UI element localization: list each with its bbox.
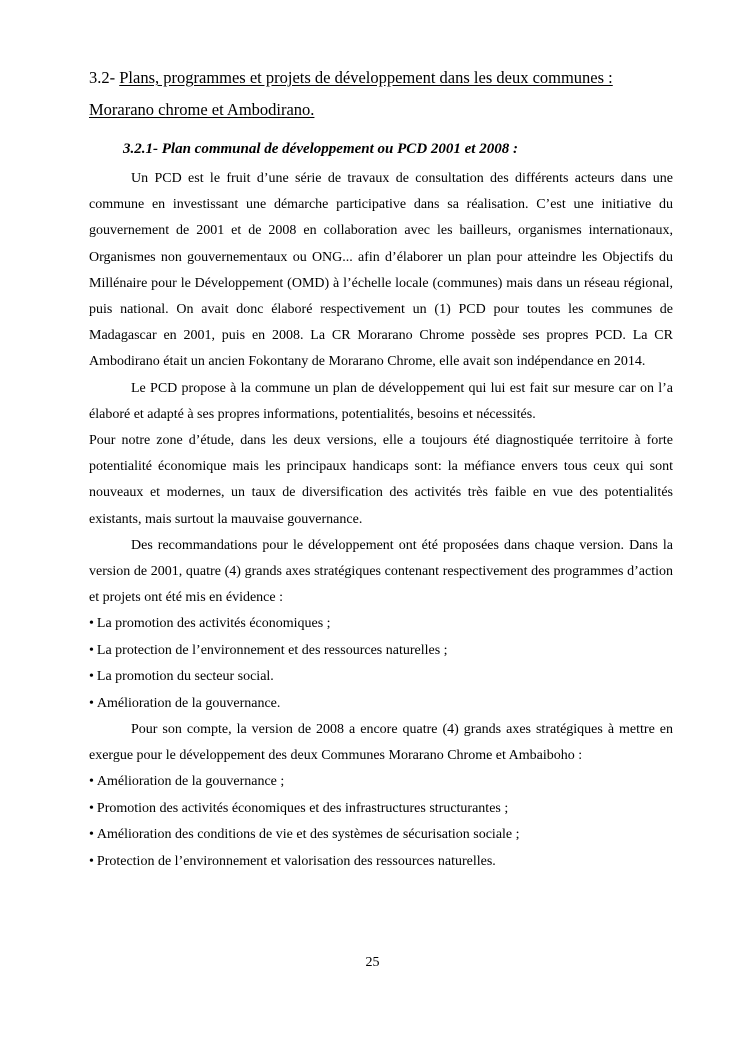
subsection-heading: 3.2.1- Plan communal de développement ou PCD 2001 et 2008 : (123, 141, 518, 157)
list-item: • La promotion du secteur social. (89, 669, 274, 685)
list-item: • Amélioration de la gouvernance. (89, 695, 281, 711)
bullet-icon: • (89, 616, 94, 632)
bullet-icon: • (89, 695, 94, 711)
section-number: 3.2- (89, 68, 116, 87)
paragraph-4: Des recommandations pour le développement ont été proposées dans chaque version. Dans la version de 2001, quatre (4) grands axes stratégiques contenant respectivement des programmes d’action et projets ont été mis en évidence : (89, 537, 673, 606)
bullet-icon: • (89, 827, 94, 843)
bullet-icon: • (89, 642, 94, 658)
list-item: • La promotion des activités économiques ; (89, 616, 331, 632)
list-item: • Protection de l’environnement et valorisation des ressources naturelles. (89, 853, 496, 869)
bullet-icon: • (89, 669, 94, 685)
list-item: • Promotion des activités économiques et des infrastructures structurantes ; (89, 800, 509, 816)
paragraph-1: Un PCD est le fruit d’une série de travaux de consultation des différents acteurs dans une commune en investissant une démarche participative dans sa réalisation. C’est une initiative du gouvernement de 2001 et de 2008 en collaboration avec les bailleurs, organismes internationaux, Organismes non gouvernementaux ou ONG... afin d’élaborer un plan pour atteindre les Objectifs du Millénaire pour le Développement (OMD) à l’échelle locale (communes) mais dans un réseau régional, puis national. On avait donc élaboré respectivement un (1) PCD pour toutes les communes de Madagascar en 2001, puis en 2008. La CR Morarano Chrome possède ses propres PCD. La CR Ambodirano était un ancien Fokontany de Morarano Chrome, elle avait son indépendance en 2014. (89, 171, 673, 370)
page-number: 25 (365, 955, 380, 970)
list-item: • La protection de l’environnement et des ressources naturelles ; (89, 642, 448, 658)
list-2001 (89, 611, 673, 717)
page-content (89, 62, 673, 875)
paragraph-5: Pour son compte, la version de 2008 a encore quatre (4) grands axes stratégiques à mettre en exergue pour le développement des deux Communes Morarano Chrome et Ambaiboho : (89, 722, 673, 764)
list-2008 (89, 769, 673, 875)
section-heading (89, 62, 673, 126)
section-title-line2: Morarano chrome et Ambodirano. (89, 100, 315, 119)
list-item: • Amélioration de la gouvernance ; (89, 774, 285, 790)
bullet-icon: • (89, 853, 94, 869)
list-item: • Amélioration des conditions de vie et des systèmes de sécurisation sociale ; (89, 827, 520, 843)
bullet-icon: • (89, 800, 94, 816)
section-title-line1: Plans, programmes et projets de développement dans les deux communes : (119, 68, 613, 87)
paragraph-2: Le PCD propose à la commune un plan de développement qui lui est fait sur mesure car on l’a élaboré et adapté à ses propres informations, potentialités, besoins et nécessités. (89, 380, 673, 422)
paragraph-3: Pour notre zone d’étude, dans les deux versions, elle a toujours été diagnostiquée territoire à forte potentialité économique mais les principaux handicaps sont: la méfiance envers tous ceux qui sont nouveaux et modernes, un taux de diversification des activités très faible en vue des potentialités existants, mais surtout la mauvaise gouvernance. (89, 433, 673, 527)
bullet-icon: • (89, 774, 94, 790)
